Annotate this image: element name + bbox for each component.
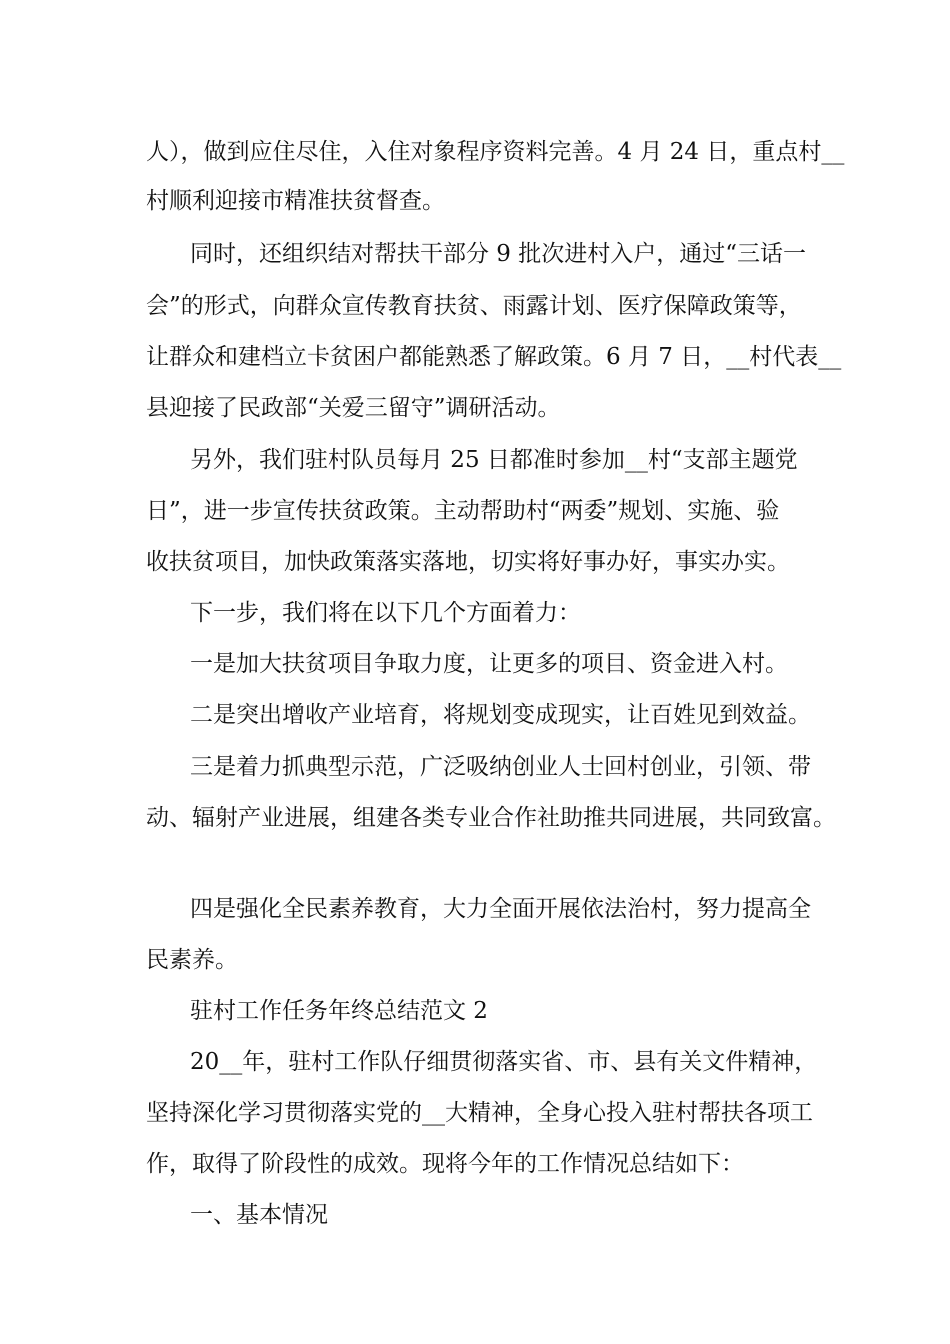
text-line: 民素养。 — [146, 947, 238, 973]
text-line: 会”的形式，向群众宣传教育扶贫、雨露计划、医疗保障政策等， — [146, 293, 802, 319]
text-line: 人），做到应住尽住，入住对象程序资料完善。4 月 24 日，重点村__ — [146, 139, 845, 165]
section-heading: 驻村工作任务年终总结范文 2 — [190, 998, 488, 1024]
subsection-heading: 一、基本情况 — [190, 1202, 328, 1228]
text-line: 日”，进一步宣传扶贫政策。主动帮助村“两委”规划、实施、验 — [146, 498, 780, 524]
text-line: 20__年，驻村工作队仔细贯彻落实省、市、县有关文件精神， — [190, 1049, 818, 1075]
text-line: 另外，我们驻村队员每月 25 日都准时参加__村“支部主题党 — [190, 447, 798, 473]
text-line: 二是突出增收产业培育，将规划变成现实，让百姓见到效益。 — [190, 702, 811, 728]
text-line: 一是加大扶贫项目争取力度，让更多的项目、资金进入村。 — [190, 651, 788, 677]
text-line: 让群众和建档立卡贫困户都能熟悉了解政策。6 月 7 日，__村代表__ — [146, 344, 842, 370]
text-line: 同时，还组织结对帮扶干部分 9 批次进村入户，通过“三话一 — [190, 241, 807, 267]
text-line: 坚持深化学习贯彻落实党的__大精神，全身心投入驻村帮扶各项工 — [146, 1100, 813, 1126]
text-line: 四是强化全民素养教育，大力全面开展依法治村，努力提高全 — [190, 896, 811, 922]
text-line: 收扶贫项目，加快政策落实落地，切实将好事办好，事实办实。 — [146, 549, 790, 575]
text-line: 作，取得了阶段性的成效。现将今年的工作情况总结如下： — [146, 1151, 744, 1177]
text-line: 村顺利迎接市精准扶贫督查。 — [146, 188, 445, 214]
text-line: 县迎接了民政部“关爱三留守”调研活动。 — [146, 395, 561, 421]
text-line: 动、辐射产业进展，组建各类专业合作社助推共同进展，共同致富。 — [146, 805, 836, 831]
text-line: 三是着力抓典型示范，广泛吸纳创业人士回村创业，引领、带 — [190, 754, 811, 780]
text-line: 下一步，我们将在以下几个方面着力： — [190, 600, 581, 626]
